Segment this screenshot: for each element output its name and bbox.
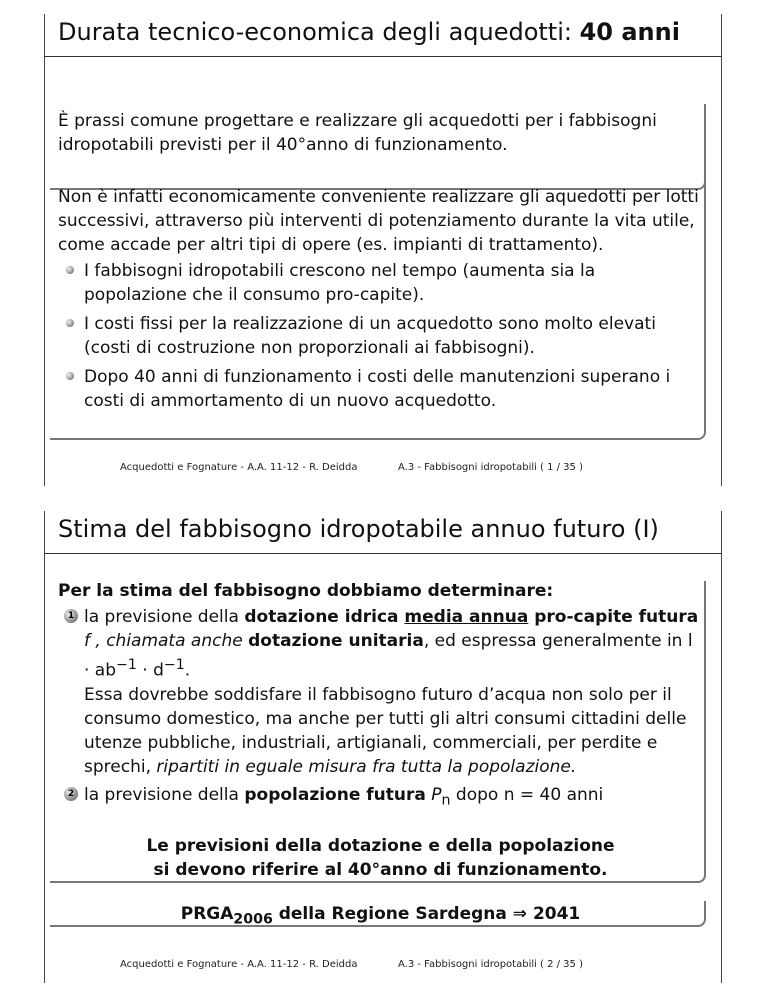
bullet-list: [58, 259, 703, 413]
list-item: I fabbisogni idropotabili crescono nel tempo (aumenta sia la popolazione che il consumo pro-capite).: [58, 259, 703, 307]
note-line-1: Le previsioni della dotazione e della popolazione: [146, 836, 615, 857]
bullet-icon: [66, 319, 74, 327]
slide-left-border: [44, 511, 45, 983]
intro-heading: Per la stima del fabbisogno dobbiamo determinare:: [58, 581, 554, 601]
slide-right-border: [721, 14, 722, 486]
footer-course: Acquedotti e Fognature - A.A. 11-12 - R. Deidda: [120, 462, 358, 473]
list-item: 2 la previsione della popolazione futura $P_n$ dopo n = 40 anni: [58, 783, 703, 812]
bullet-icon: [66, 372, 74, 380]
title-highlight: 40 anni: [579, 18, 680, 46]
slide-right-border: [721, 511, 722, 983]
title-divider: [44, 553, 722, 554]
footer-course: Acquedotti e Fognature - A.A. 11-12 - R. Deidda: [120, 959, 358, 970]
title-divider: [44, 56, 722, 57]
slide-title: Durata tecnico-economica degli aquedotti: 40 anni: [58, 18, 680, 46]
number-1-icon: 1: [64, 609, 78, 623]
slide-2: [0, 497, 768, 994]
estimation-block: [58, 579, 703, 882]
slide-left-border: [44, 14, 45, 486]
numbered-list: [58, 605, 703, 812]
intro-paragraph: È prassi comune progettare e realizzare gli acquedotti per i fabbisogni idropotabili previsti per il 40°anno di funzionamento.: [58, 111, 657, 155]
reason-block: [58, 185, 703, 418]
slide-title: Stima del fabbisogno idropotabile annuo futuro (I): [58, 515, 659, 543]
number-2-icon: 2: [64, 787, 78, 801]
list-item: I costi fissi per la realizzazione di un acquedotto sono molto elevati (costi di costruzione non proporzionali ai fabbisogni).: [58, 312, 703, 360]
prga-statement: $PRGA_{2006}$ della Regione Sardegna ⇒ 2041: [180, 904, 581, 928]
reason-paragraph: Non è infatti economicamente conveniente realizzare gli aquedotti per lotti successivi, attraverso più interventi di potenziamento durante la vita utile, come accade per altri tipi di opere (es. impianti di trattamento).: [58, 187, 699, 255]
footer-section: A.3 - Fabbisogni idropotabili: [398, 959, 537, 970]
footer-page-number: ( 1 / 35 ): [540, 462, 583, 473]
note-line-2: si devono riferire al 40°anno di funzionamento.: [153, 860, 608, 881]
list-item: 1 la previsione della dotazione idrica media annua pro-capite futura f , chiamata anche dotazione unitaria, ed espressa generalmente in $l \cdot ab^{-1} \cdot d^{-1}$. Essa dovrebbe soddisfare il fabbisogno futuro d’acqua non solo per il consumo domestico, ma anche per tutti gli altri consumi cittadini delle utenze pubbliche, industriali, artigianali, commerciali, per perdite e sprechi, ripartiti in eguale misura fra tutta la popolazione.: [58, 605, 703, 779]
footer-section: A.3 - Fabbisogni idropotabili: [398, 462, 537, 473]
footer-page-number: ( 2 / 35 ): [540, 959, 583, 970]
list-item: Dopo 40 anni di funzionamento i costi delle manutenzioni superano i costi di ammortamento di un nuovo acquedotto.: [58, 365, 703, 413]
bullet-icon: [66, 266, 74, 274]
